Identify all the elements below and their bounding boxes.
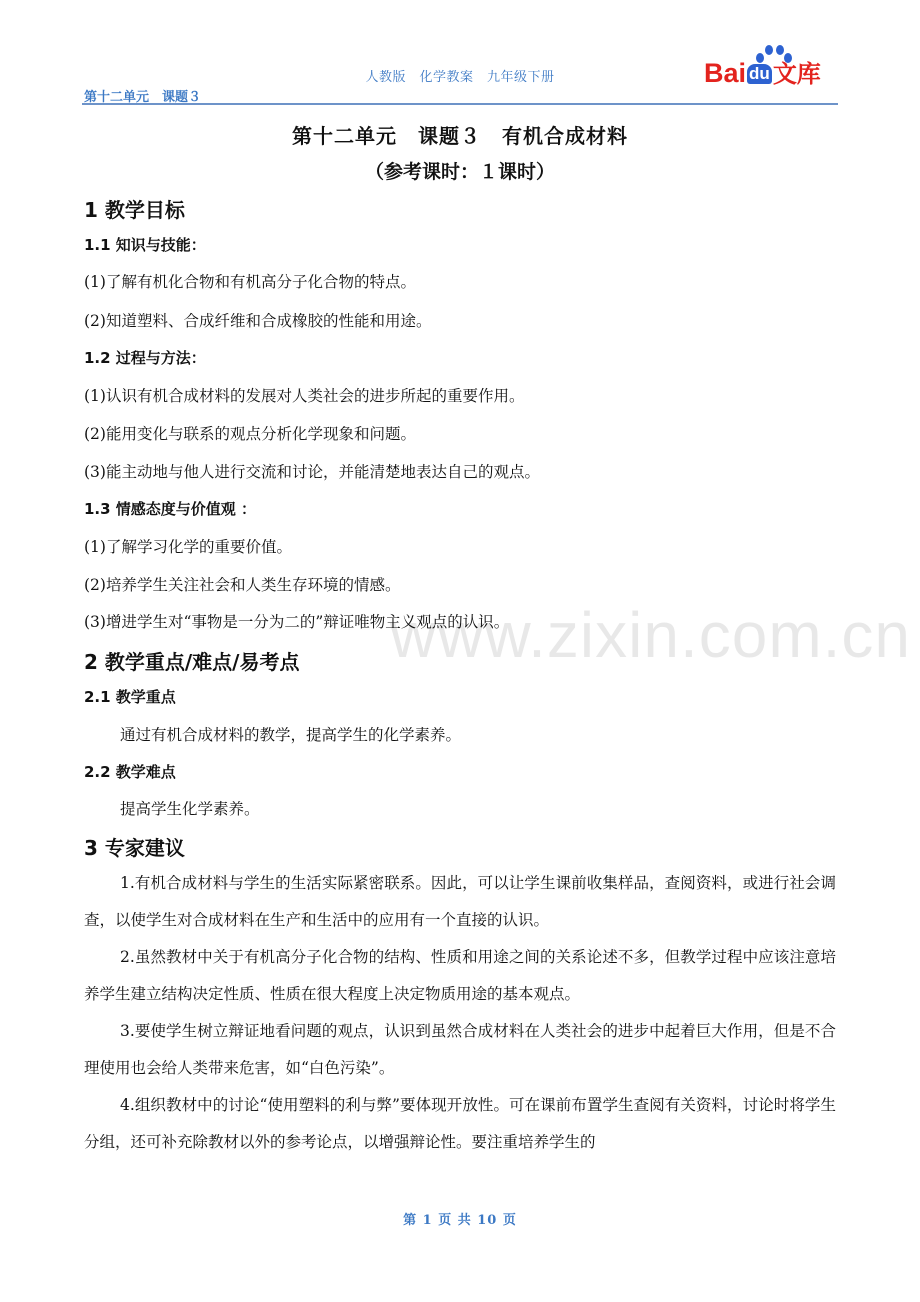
section-2-2-heading: 2.2 教学难点	[84, 763, 176, 781]
logo-wenku: 文库	[772, 60, 821, 88]
baidu-wenku-logo[interactable]	[704, 44, 840, 96]
paragraph: 2.虽然教材中关于有机高分子化合物的结构、性质和用途之间的关系论述不多，但教学过程中应该注意培养学生建立结构决定性质、性质在很大程度上决定物质用途的基本观点。	[84, 948, 836, 1003]
section-3-heading: 3 专家建议	[84, 836, 185, 860]
logo-wordmark	[704, 58, 821, 88]
list-item: (2)知道塑料、合成纤维和合成橡胶的性能和用途。	[84, 312, 432, 330]
header-center-text: 人教版 化学教案 九年级下册	[365, 70, 555, 85]
page-number-footer: 第 1 页 共 10 页	[403, 1213, 517, 1228]
section-1-2-heading: 1.2 过程与方法：	[84, 349, 206, 367]
list-item: (1)认识有机合成材料的发展对人类社会的进步所起的重要作用。	[84, 387, 525, 405]
section-2-1-text: 通过有机合成材料的教学，提高学生的化学素养。	[120, 726, 462, 744]
section-1-1-heading: 1.1 知识与技能：	[84, 236, 206, 254]
list-item: (1)了解学习化学的重要价值。	[84, 538, 292, 556]
header-divider	[82, 103, 838, 105]
list-item: (3)增进学生对“事物是一分为二的”辩证唯物主义观点的认识。	[84, 613, 510, 631]
header-left-text: 第十二单元 课题３	[84, 90, 202, 105]
paragraph: 1.有机合成材料与学生的生活实际紧密联系。因此，可以让学生课前收集样品，查阅资料，或进行社会调查，以使学生对合成材料在生产和生活中的应用有一个直接的认识。	[84, 874, 836, 929]
list-item: (2)培养学生关注社会和人类生存环境的情感。	[84, 576, 401, 594]
document-title: 第十二单元 课题３ 有机合成材料	[292, 124, 628, 148]
paragraph: 3.要使学生树立辩证地看问题的观点，认识到虽然合成材料在人类社会的进步中起着巨大作用，但是不合理使用也会给人类带来危害，如“白色污染”。	[84, 1022, 836, 1077]
list-item: (2)能用变化与联系的观点分析化学现象和问题。	[84, 425, 416, 443]
watermark: www.zixin.com.cn	[390, 599, 911, 671]
logo-bai: Bai	[704, 58, 747, 88]
section-1-3-heading: 1.3 情感态度与价值观 ：	[84, 500, 257, 518]
section-2-2-text: 提高学生化学素养。	[120, 800, 260, 818]
paragraph: 4.组织教材中的讨论“使用塑料的利与弊”要体现开放性。可在课前布置学生查阅有关资料，讨论时将学生分组，还可补充除教材以外的参考论点，以增强辩论性。要注重培养学生的	[84, 1096, 836, 1151]
section-2-heading: 2 教学重点/难点/易考点	[84, 650, 300, 674]
document-subtitle: （参考课时：１课时）	[364, 161, 555, 183]
section-1-heading: 1 教学目标	[84, 198, 185, 222]
logo-du-badge: du	[749, 64, 770, 83]
list-item: (1)了解有机化合物和有机高分子化合物的特点。	[84, 273, 416, 291]
section-2-1-heading: 2.1 教学重点	[84, 688, 176, 706]
list-item: (3)能主动地与他人进行交流和讨论，并能清楚地表达自己的观点。	[84, 463, 540, 481]
